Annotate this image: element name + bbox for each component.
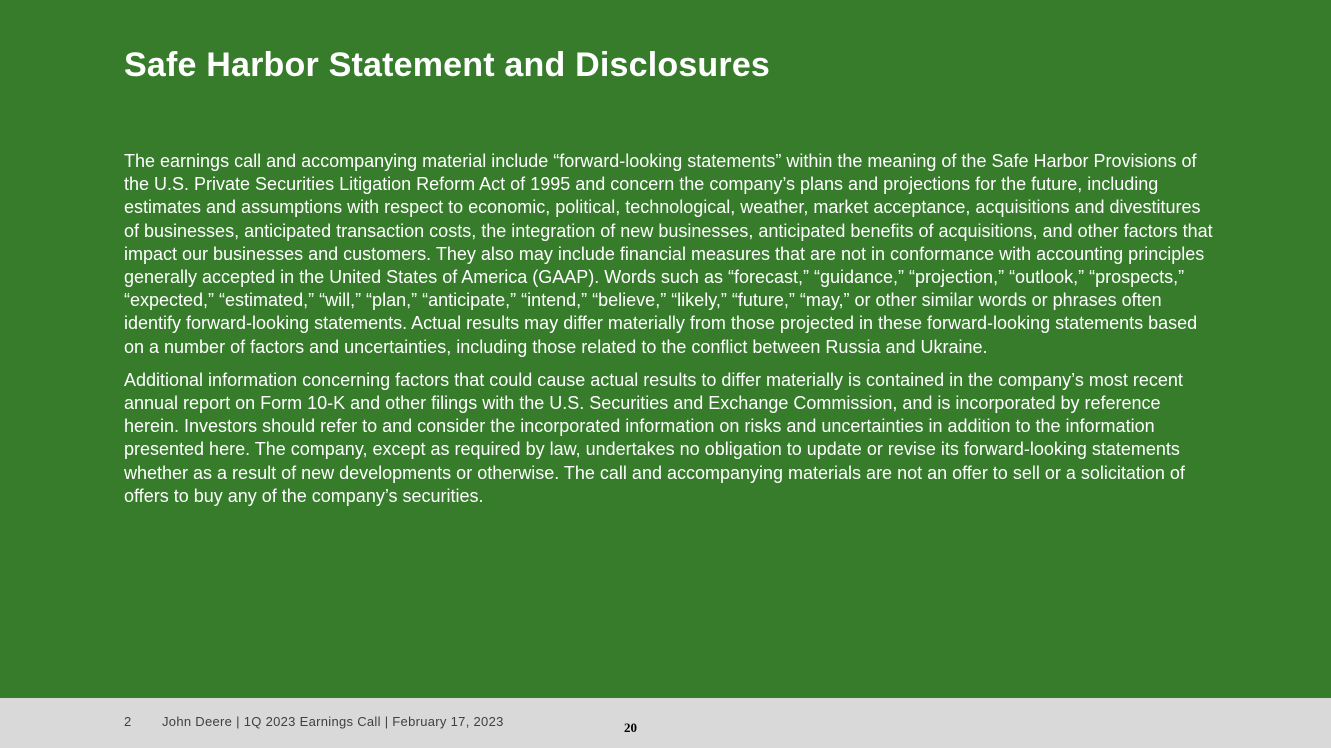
disclosure-paragraph-1: The earnings call and accompanying material include “forward-looking statements” within the meaning of the Safe Harbor Provisions of the U.S. Private Securities Litigation Reform Act of 1995 and concern the company’s plans and projections for the future, including estimates and assumptions with respect to economic, political, technological, weather, market acceptance, acquisitions and divestitures of businesses, anticipated transaction costs, the integration of new businesses, anticipated benefits of acquisitions, and other factors that impact our businesses and customers. They also may include financial measures that are not in conformance with accounting principles generally accepted in the United States of America (GAAP). Words such as “forecast,” “guidance,” “projection,” “outlook,” “prospects,” “expected,” “estimated,” “will,” “plan,” “anticipate,” “intend,” “believe,” “likely,” “future,” “may,” or other similar words or phrases often identify forward-looking statements. Actual results may differ materially from those projected in these forward-looking statements based on a number of factors and uncertainties, including those related to the conflict between Russia and Ukraine. <box>124 151 1213 357</box>
disclosure-text <box>124 150 1214 518</box>
slide-number: 20 <box>624 720 637 735</box>
footer-bar <box>0 698 1331 748</box>
footer-caption: John Deere | 1Q 2023 Earnings Call | February 17, 2023 <box>162 714 504 729</box>
disclosure-paragraph-2: Additional information concerning factors that could cause actual results to differ materially is contained in the company’s most recent annual report on Form 10-K and other filings with the U.S. Securities and Exchange Commission, and is incorporated by reference herein. Investors should refer to and consider the incorporated information on risks and uncertainties in addition to the information presented here. The company, except as required by law, undertakes no obligation to update or revise its forward-looking statements whether as a result of new developments or otherwise. The call and accompanying materials are not an offer to sell or a solicitation of offers to buy any of the company’s securities. <box>124 369 1185 506</box>
page-number: 2 <box>124 714 132 729</box>
slide-title: Safe Harbor Statement and Disclosures <box>124 46 771 84</box>
